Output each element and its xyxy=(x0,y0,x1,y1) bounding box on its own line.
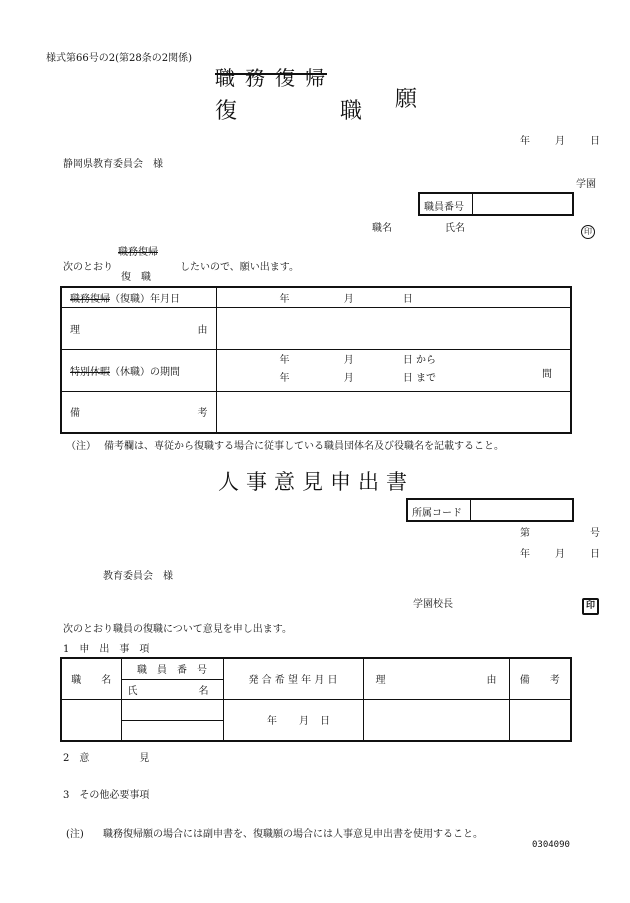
date-cell-month: 月 xyxy=(299,716,309,728)
struck-title: 職務復帰 xyxy=(215,66,335,90)
col-reason-b: 由 xyxy=(486,675,497,687)
row3-month2: 月 xyxy=(343,373,354,384)
opinion-intro: 次のとおり職員の復職について意見を申し出ます。 xyxy=(63,624,292,635)
row3-month1: 月 xyxy=(343,355,354,366)
row3-period: 間 xyxy=(542,368,552,380)
col-reason-a: 理 xyxy=(375,675,386,687)
row3-day-from: 日 から xyxy=(402,355,437,366)
col-name-b: 名 xyxy=(198,685,209,697)
remarks-cell[interactable] xyxy=(509,699,571,741)
date-cell-day: 日 xyxy=(320,716,330,728)
row1-value-cell[interactable] xyxy=(216,287,571,307)
doc-code: 0304090 xyxy=(532,840,570,850)
date-cell[interactable] xyxy=(223,699,363,741)
col-staff-number-header: 職 員 番 号 xyxy=(121,658,223,679)
col-date-header: 発 合 希 望 年 月 日 xyxy=(223,658,363,699)
row3-day-to: 日 まで xyxy=(402,373,437,384)
seal-mark xyxy=(581,219,595,239)
row2-label-a: 理 xyxy=(70,324,80,336)
row4-label-a: 備 xyxy=(70,408,80,420)
row4-label-cell xyxy=(61,391,216,433)
addressee: 静岡県教育委員会 様 xyxy=(63,159,163,170)
note1-mark: （注） xyxy=(66,441,96,452)
staff-number-cell[interactable] xyxy=(121,699,223,720)
col-name-header xyxy=(121,679,223,699)
number-dai: 第 xyxy=(520,528,530,539)
date-year: 年 xyxy=(520,136,530,147)
date2-day: 日 xyxy=(590,549,600,560)
request-suffix: したいので、願い出ます。 xyxy=(180,262,299,273)
request-table xyxy=(60,286,572,434)
row3-label: （休職）の期間 xyxy=(110,366,180,378)
principal-seal-label: 印 xyxy=(582,598,599,615)
col-remarks-header: 備 考 xyxy=(509,658,571,699)
reason-cell[interactable] xyxy=(363,699,509,741)
period-field[interactable] xyxy=(216,349,571,391)
row3-struck: 特別休暇 xyxy=(70,366,110,378)
form-number: 様式第66号の2(第28条の2関係) xyxy=(46,53,192,64)
request-prefix: 次のとおり xyxy=(63,262,113,273)
section1-label: 1 申 出 事 項 xyxy=(63,644,150,655)
school-label: 学園 xyxy=(576,179,596,190)
request-struck-option: 職務復帰 xyxy=(118,247,158,258)
row3-label-cell xyxy=(61,349,216,391)
row2-label-b: 由 xyxy=(197,324,208,336)
name-label: 氏名 xyxy=(445,223,465,234)
board-addressee: 教育委員会 様 xyxy=(103,571,173,582)
affiliation-code-box xyxy=(406,498,574,522)
note2-text: 職務復帰願の場合には副申書を、復職願の場合には人事意見申出書を使用すること。 xyxy=(103,829,483,840)
note1-text: 備考欄は、専従から復職する場合に従事している職員団体名及び役職名を記載すること。 xyxy=(104,441,504,452)
row1-month: 月 xyxy=(343,293,354,305)
title-suffix: 願 xyxy=(395,87,418,112)
date-cell-year: 年 xyxy=(267,716,277,728)
col-name-a: 氏 xyxy=(127,685,138,697)
staff-number-box xyxy=(418,192,574,216)
row1-label-cell xyxy=(61,287,216,307)
date2-year: 年 xyxy=(520,549,530,560)
row3-year2: 年 xyxy=(279,373,290,384)
row1-label: （復職）年月日 xyxy=(110,293,180,305)
col-reason-header xyxy=(363,658,509,699)
row2-label-cell xyxy=(61,307,216,349)
date-day: 日 xyxy=(590,136,600,147)
row1-struck: 職務復帰 xyxy=(70,293,110,305)
request-option: 復 職 xyxy=(121,272,151,283)
title-line2a: 復 xyxy=(215,99,244,124)
title-line2b: 職 xyxy=(340,99,369,124)
seal-label: 印 xyxy=(581,225,595,239)
note2-mark: (注) xyxy=(66,829,84,840)
staff-number-label: 職員番号 xyxy=(424,202,464,213)
principal-label: 学園校長 xyxy=(413,599,453,610)
section3-label: 3 その他必要事項 xyxy=(63,790,150,801)
principal-seal xyxy=(582,593,599,615)
application-table xyxy=(60,657,572,742)
reason-field[interactable] xyxy=(216,307,571,349)
section2-label: 2 意 見 xyxy=(63,753,150,764)
col-position-header: 職 名 xyxy=(61,658,121,699)
date2-month: 月 xyxy=(555,549,565,560)
row3-year1: 年 xyxy=(279,355,290,366)
remarks-field[interactable] xyxy=(216,391,571,433)
number-go: 号 xyxy=(590,528,600,539)
row1-year: 年 xyxy=(279,293,290,305)
affiliation-code-label: 所属コード xyxy=(412,508,462,519)
position-cell[interactable] xyxy=(61,699,121,741)
position-label: 職名 xyxy=(372,223,392,234)
date-month: 月 xyxy=(555,136,565,147)
name-cell[interactable] xyxy=(121,720,223,741)
row1-day: 日 xyxy=(402,293,413,305)
row4-label-b: 考 xyxy=(197,408,208,420)
opinion-title: 人事意見申出書 xyxy=(218,470,414,494)
